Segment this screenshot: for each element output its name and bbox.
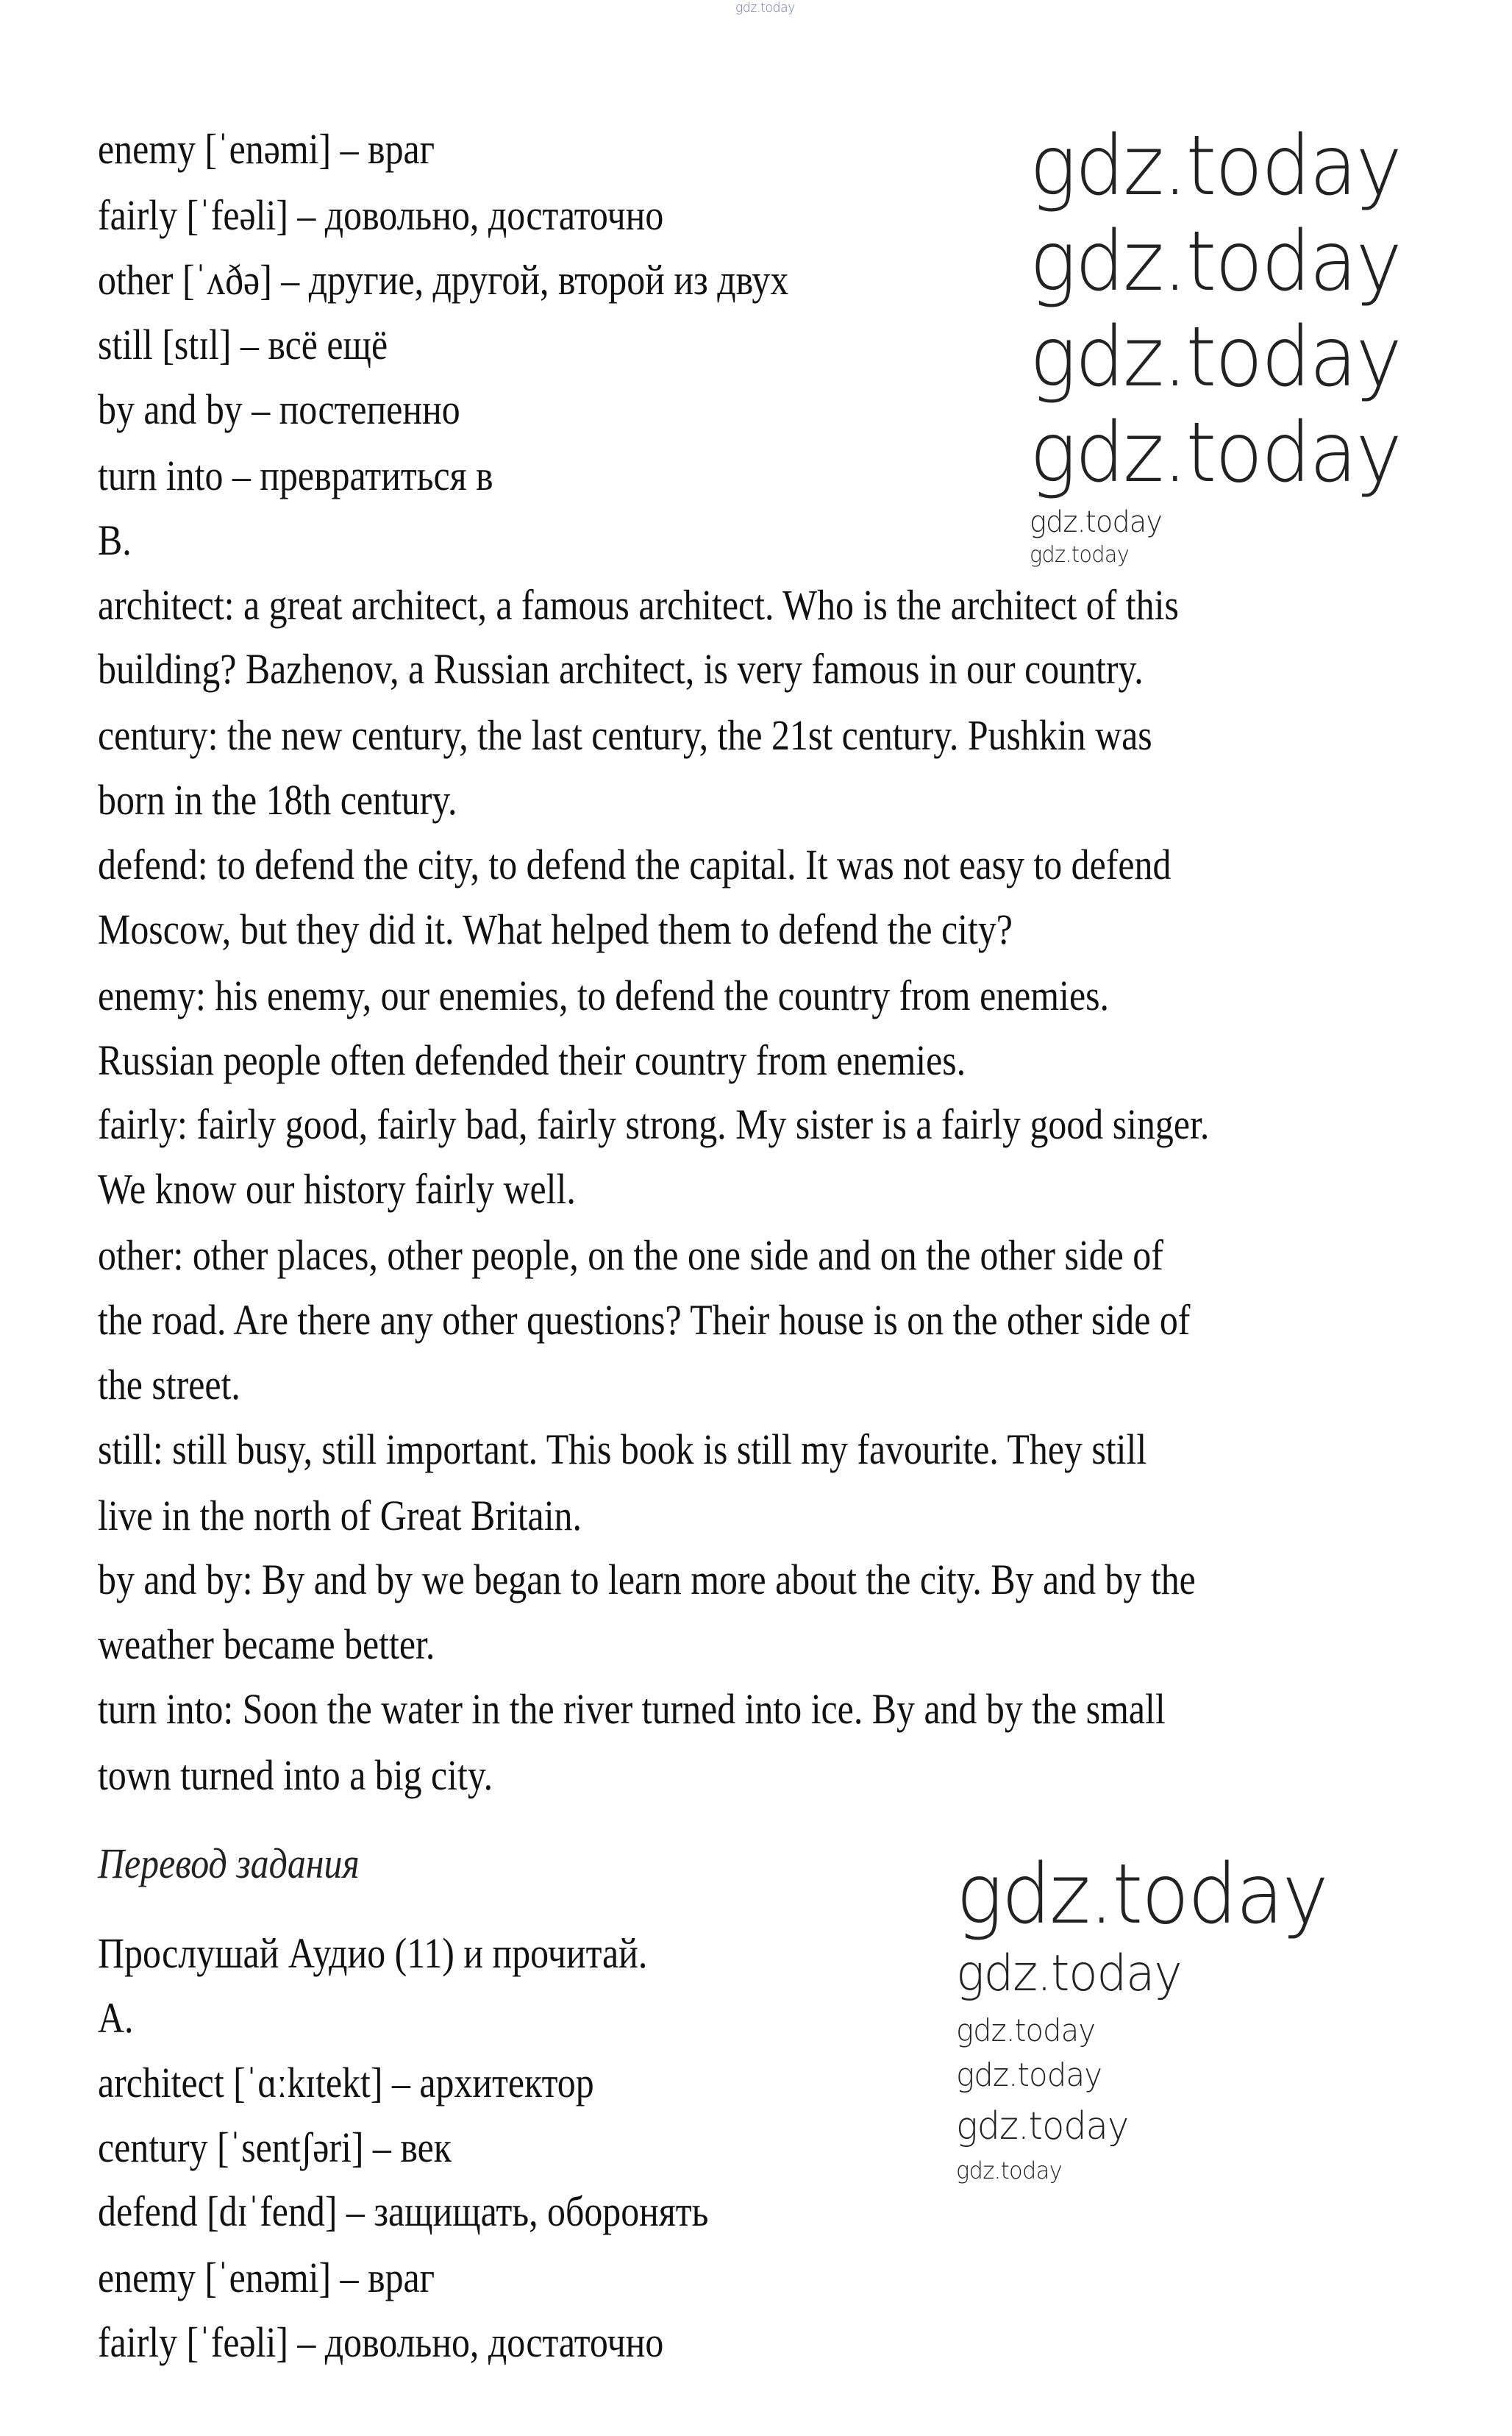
text-line: the street. [98,1361,240,1408]
text-line: still [stɪl] – всё ещё [98,321,388,368]
watermark: gdz.today [956,1945,1182,2003]
text-line: turn into: Soon the water in the river turned into ice. By and by the small [98,1685,1166,1733]
text-line: by and by – постепенно [98,385,460,433]
text-line: B. [98,516,132,564]
watermark: gdz.today [1030,542,1130,568]
watermark: gdz.today [956,2056,1102,2094]
text-line: fairly [ˈfeəli] – довольно, достаточно [98,2318,664,2366]
watermark: gdz.today [1030,505,1163,539]
text-line: architect [ˈɑːkɪtekt] – архитектор [98,2059,594,2106]
text-line: century: the new century, the last century, the 21st century. Pushkin was [98,711,1152,759]
text-line: turn into – превратиться в [98,452,493,499]
text-line: still: still busy, still important. This book is still my favourite. They still [98,1425,1147,1473]
watermark: gdz.today [735,0,796,15]
text-line: defend [dɪˈfend] – защищать, оборонять [98,2187,709,2235]
text-line: other: other places, other people, on the one side and on the other side of [98,1231,1163,1279]
text-line: live in the north of Great Britain. [98,1492,582,1539]
text-line: born in the 18th century. [98,776,457,824]
text-line: century [ˈsentʃəri] – век [98,2123,452,2171]
watermark: gdz.today [956,1847,1327,1942]
watermark: gdz.today [956,2157,1063,2184]
text-line: enemy [ˈenəmi] – враг [98,2254,435,2301]
watermark: gdz.today [1030,214,1401,310]
text-line: by and by: By and by we began to learn more about the city. By and by the [98,1556,1196,1603]
watermark: gdz.today [956,2104,1129,2148]
watermark: gdz.today [1030,310,1401,405]
text-line: other [ˈʌðə] – другие, другой, второй из двух [98,256,789,304]
text-line: We know our history fairly well. [98,1165,576,1213]
text-line: town turned into a big city. [98,1751,493,1799]
text-line: Moscow, but they did it. What helped them to defend the city? [98,905,1013,953]
text-line: building? Bazhenov, a Russian architect, is very famous in our country. [98,645,1144,693]
text-line: Прослушай Аудио (11) и прочитай. [98,1929,648,1977]
text-line: fairly: fairly good, fairly bad, fairly strong. My sister is a fairly good singer. [98,1100,1210,1148]
watermark: gdz.today [956,2012,1096,2048]
text-line: enemy: his enemy, our enemies, to defend the country from enemies. [98,972,1109,1019]
text-line: defend: to defend the city, to defend the capital. It was not easy to defend [98,841,1172,888]
text-line: weather became better. [98,1620,435,1668]
text-line: A. [98,1994,134,2042]
watermark: gdz.today [1030,405,1401,501]
text-line: fairly [ˈfeəli] – довольно, достаточно [98,191,664,239]
watermark: gdz.today [1030,118,1401,214]
text-line: architect: a great architect, a famous architect. Who is the architect of this [98,581,1179,629]
text-line: Russian people often defended their country from enemies. [98,1036,966,1084]
text-line: the road. Are there any other questions? Their house is on the other side of [98,1296,1191,1344]
translation-heading: Перевод задания [98,1840,360,1887]
text-line: enemy [ˈenəmi] – враг [98,125,435,173]
